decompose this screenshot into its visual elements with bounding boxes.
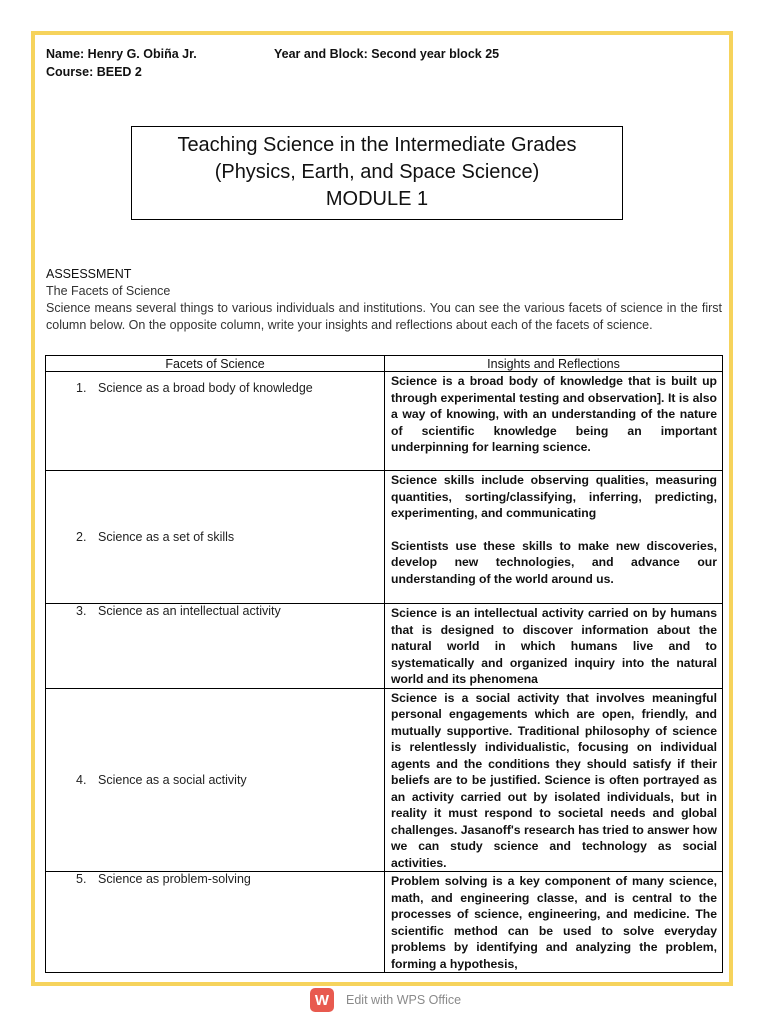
facet-cell [46,372,385,471]
wps-edit-label: Edit with WPS Office [346,993,462,1007]
facet-label: Science as a social activity [98,772,247,787]
wps-watermark[interactable] [310,987,461,1013]
header-facets: Facets of Science [46,356,385,372]
facet-cell [46,604,385,689]
facet-number: 1. [76,381,87,395]
insight-cell[interactable] [385,372,723,471]
insight-cell[interactable] [385,688,723,872]
course: Course: BEED 2 [46,65,142,79]
facet-cell [46,471,385,604]
insight-text: Scientists use these skills to make new discoveries, develop new technologies, and advance our understanding of the world around us. [391,538,717,586]
insight-text: Science is a broad body of knowledge that is built up through experimental testing and observation]. It is also a way of knowing, with an understanding of the nature of scientific knowledge being an important underpinning for learning science. [391,374,717,454]
year-and-block: Year and Block: Second year block 25 [274,47,500,61]
wps-logo-icon: W [310,988,334,1012]
insight-text: Science is an intellectual activity carried on by humans that is designed to discover information about the natural world in which humans live and to systematically and organized inquiry into the natural world and its phenomena [391,606,717,686]
table-row [46,604,723,689]
facet-cell [46,688,385,872]
insight-text: Problem solving is a key component of many science, math, and engineering classe, and is central to the processes of science, engineering, and medicine. The scientific method can be used to solve everyday problems by identifying and analyzing the problem, forming a hypothesis, [391,874,717,971]
facet-label: Science as problem-solving [98,872,251,886]
facet-label: Science as an intellectual activity [98,604,281,618]
insight-cell[interactable] [385,471,723,604]
table-row [46,872,723,973]
title-line-2: (Physics, Earth, and Space Science) [214,161,540,183]
facet-number: 3. [76,604,87,618]
table-row [46,471,723,604]
title-line-3: MODULE 1 [325,188,429,210]
facet-label: Science as a broad body of knowledge [98,381,313,395]
facets-table [45,355,723,973]
assessment-section [46,266,722,334]
assessment-subheading: The Facets of Science [46,284,171,298]
facet-number: 4. [76,772,87,787]
table-row [46,688,723,872]
student-name: Name: Henry G. Obiña Jr. [46,47,197,61]
table-row [46,372,723,471]
module-title-box [131,126,623,220]
facet-number: 2. [76,530,87,544]
insight-text: Science skills include observing qualities, measuring quantities, sorting/classifying, inferring, predicting, experimenting, and communicating [391,473,717,520]
facet-number: 5. [76,872,87,886]
insight-cell[interactable] [385,872,723,973]
facet-cell [46,872,385,973]
title-line-1: Teaching Science in the Intermediate Grades [177,134,577,156]
facet-label: Science as a set of skills [98,530,235,544]
assessment-heading: ASSESSMENT [46,267,132,281]
insight-text: Science is a social activity that involves meaningful personal engagements which are open, friendly, and mutually supportive. Traditional philosophy of science is relentlessly individualistic, focusing on individual agents and the conditions they should satisfy if their beliefs are to be justified. Science is often portrayed as an activity carried out by isolated individuals, but in reality it must respond to societal needs and global challenges. Jasanoff's research has tried to answer how we can study science and technology as social activities. [391,690,717,870]
assessment-instructions: Science means several things to various individuals and institutions. You can see the various facets of science in the first column below. On the opposite column, write your insights and reflections about each of the facets of science. [46,301,722,332]
insight-cell[interactable] [385,604,723,689]
header-insights: Insights and Reflections [385,356,723,372]
